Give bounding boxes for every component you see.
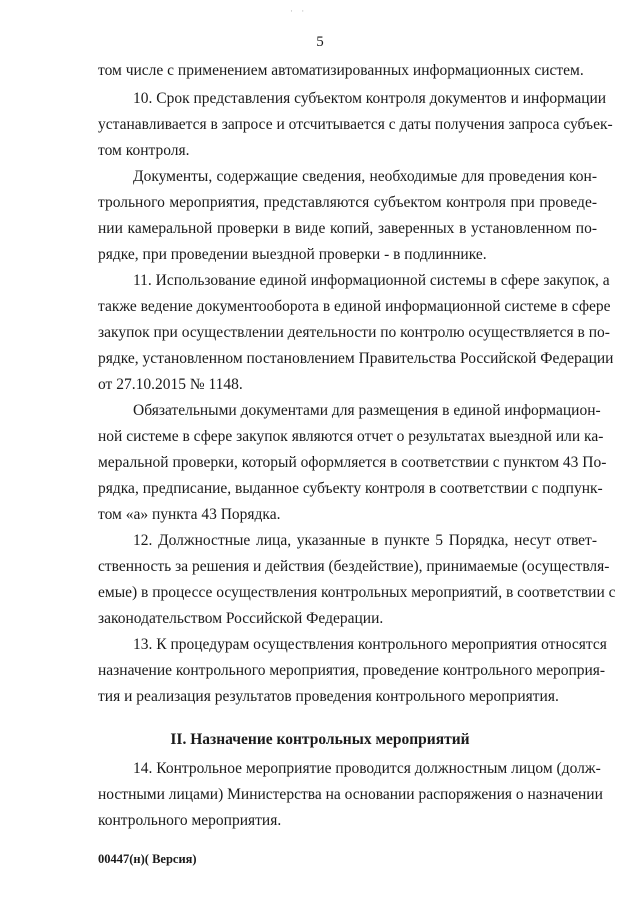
text-line: трольного мероприятия, представляются субъектом контроля при проведе-	[98, 194, 597, 211]
document-footer-code: 00447(н)( Версия)	[98, 852, 197, 866]
text-line: ной системе в сфере закупок являются отчет о результатах выездной или ка-	[98, 428, 604, 445]
text-line: том контроля.	[98, 142, 190, 159]
text-line: тия и реализация результатов проведения контрольного мероприятия.	[98, 688, 559, 705]
text-line: также ведение документооборота в единой информационной системе в сфере	[98, 298, 611, 315]
text-line: нии камеральной проверки в виде копий, заверенных в установленном по-	[98, 220, 597, 237]
text-line: контрольного мероприятия.	[98, 812, 282, 829]
text-line: устанавливается в запросе и отсчитывается с даты получения запроса субъек-	[98, 116, 613, 133]
text-line: от 27.10.2015 № 1148.	[98, 376, 243, 393]
text-line: 10. Срок представления субъектом контроля документов и информации	[133, 90, 607, 107]
text-line: 11. Использование единой информационной системы в сфере закупок, а	[133, 272, 610, 289]
text-line: ностными лицами) Министерства на основании распоряжения о назначении	[98, 786, 603, 803]
text-line: законодательством Российской Федерации.	[98, 610, 384, 627]
text-line: закупок при осуществлении деятельности по контролю осуществляется в по-	[98, 324, 610, 341]
text-line: Документы, содержащие сведения, необходимые для проведения кон-	[133, 168, 597, 185]
text-line: рядке, установленном постановлением Правительства Российской Федерации	[98, 350, 614, 367]
scan-mark: · ·	[290, 6, 308, 16]
text-line: меральной проверки, который оформляется в соответствии с пунктом 43 По-	[98, 454, 607, 471]
text-line: рядке, при проведении выездной проверки - в подлиннике.	[98, 246, 487, 263]
text-line: 13. К процедурам осуществления контрольного мероприятия относятся	[133, 636, 607, 653]
page-number: 5	[316, 34, 324, 50]
text-line: 14. Контрольное мероприятие проводится должностным лицом (долж-	[133, 760, 601, 777]
text-line: ственность за решения и действия (бездействие), принимаемые (осуществля-	[98, 558, 610, 575]
section-heading: II. Назначение контрольных мероприятий	[170, 731, 470, 748]
text-line: том числе с применением автоматизированных информационных систем.	[98, 62, 584, 79]
text-line: назначение контрольного мероприятия, проведение контрольного мероприя-	[98, 662, 606, 679]
text-line: рядка, предписание, выданное субъекту контроля в соответствии с подпунк-	[98, 480, 603, 497]
text-line: том «а» пункта 43 Порядка.	[98, 506, 281, 523]
text-line: Обязательными документами для размещения в единой информацион-	[133, 402, 601, 419]
text-line: емые) в процессе осуществления контрольных мероприятий, в соответствии с	[98, 584, 616, 601]
text-line: 12. Должностные лица, указанные в пункте 5 Порядка, несут ответ-	[133, 532, 597, 549]
